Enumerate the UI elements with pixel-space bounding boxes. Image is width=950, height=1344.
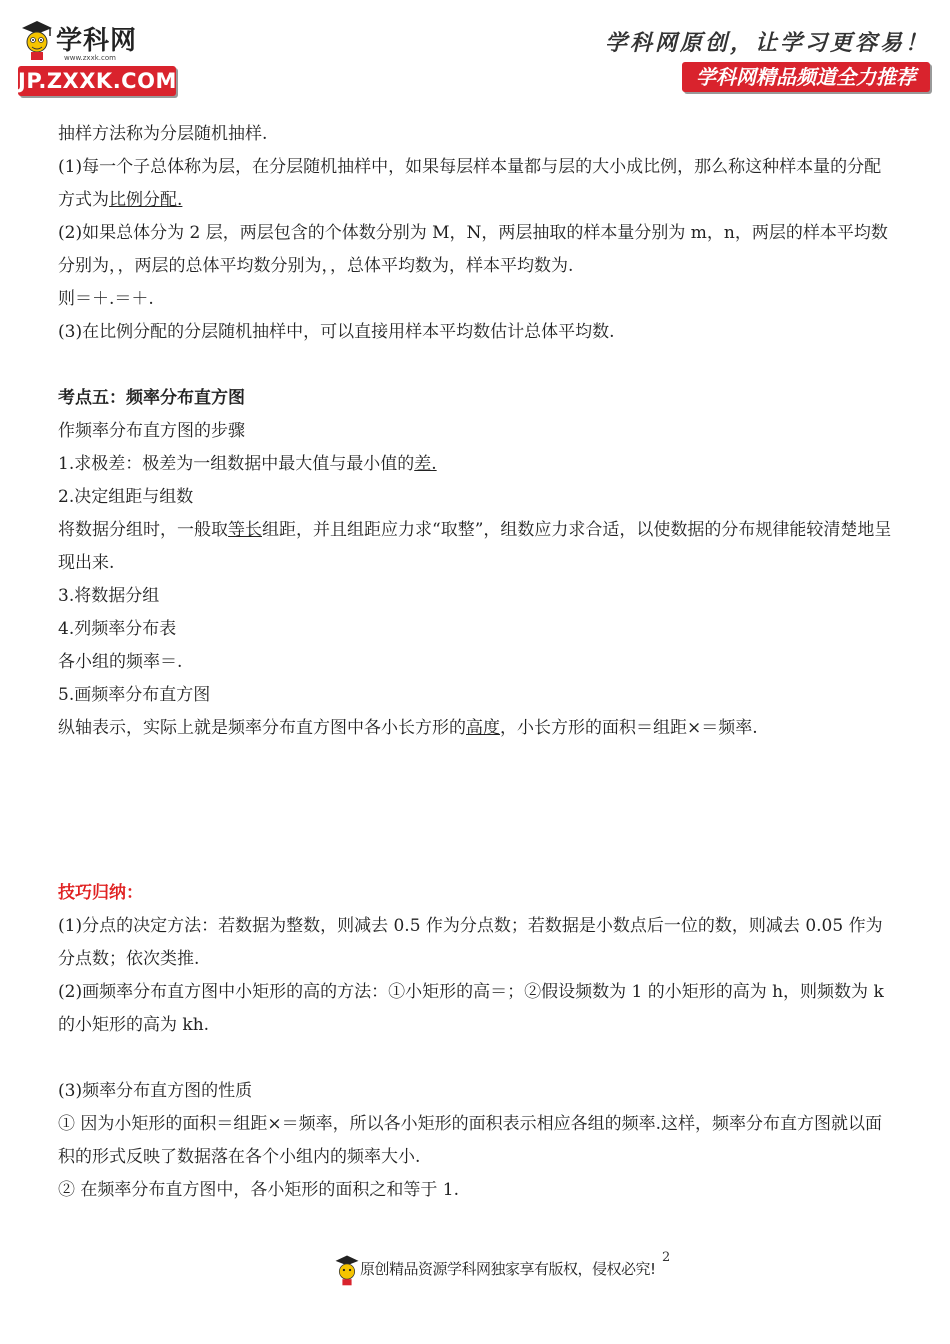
section-heading: 考点五：频率分布直方图 xyxy=(58,388,245,408)
paragraph: 5.画频率分布直方图 xyxy=(58,685,211,705)
mascot-icon xyxy=(20,18,54,62)
underlined-term: 比例分配. xyxy=(109,190,183,210)
underlined-term: 等长 xyxy=(228,520,262,540)
logo-text: 学科网 xyxy=(56,26,138,56)
paragraph xyxy=(58,514,896,580)
paragraph: ① 因为小矩形的面积＝组距×＝频率，所以各小矩形的面积表示相应各组的频率.这样，频率分布直方图就以面积的形式反映了数据落在各个小组内的频率大小. xyxy=(58,1114,883,1167)
paragraph: 抽样方法称为分层随机抽样. xyxy=(58,124,268,144)
text-run: ，小长方形的面积＝组距×＝频率. xyxy=(500,718,758,738)
paragraph: ② 在频率分布直方图中，各小矩形的面积之和等于 1. xyxy=(58,1180,460,1200)
paragraph: 2.决定组距与组数 xyxy=(58,487,194,507)
page-footer xyxy=(0,1248,950,1308)
zxxk-logo[interactable] xyxy=(18,14,178,104)
paragraph: (3)频率分布直方图的性质 xyxy=(58,1081,253,1101)
formula-line: 则＝＋.＝＋. xyxy=(58,289,154,309)
logo-badge: JP.ZXXK.COM xyxy=(18,66,176,96)
paragraph xyxy=(58,151,896,217)
paragraph: 各小组的频率＝. xyxy=(58,652,183,672)
document-body xyxy=(58,118,896,1207)
tips-heading: 技巧归纳： xyxy=(58,883,143,903)
text-run: 1.求极差：极差为一组数据中最大值与最小值的 xyxy=(58,454,415,474)
paragraph: 3.将数据分组 xyxy=(58,586,160,606)
mascot-icon xyxy=(334,1252,360,1288)
underlined-term: 高度 xyxy=(466,718,500,738)
paragraph: 作频率分布直方图的步骤 xyxy=(58,421,245,441)
text-run: 将数据分组时，一般取 xyxy=(58,520,228,540)
paragraph: (2)画频率分布直方图中小矩形的高的方法：①小矩形的高＝；②假设频数为 1 的小矩形的高为 h，则频数为 k 的小矩形的高为 kh. xyxy=(58,982,884,1035)
text-run: 纵轴表示，实际上就是频率分布直方图中各小长方形的 xyxy=(58,718,466,738)
paragraph: (1)分点的决定方法：若数据为整数，则减去 0.5 作为分点数；若数据是小数点后一位的数，则减去 0.05 作为分点数；依次类推. xyxy=(58,916,883,969)
paragraph xyxy=(58,448,896,481)
page-number: 2 xyxy=(662,1250,671,1265)
paragraph: 4.列频率分布表 xyxy=(58,619,177,639)
text-run: (1)每一个子总体称为层，在分层随机抽样中，如果每层样本量都与层的大小成比例，那么称这种样本量的分配方式为 xyxy=(58,157,882,210)
slogan: 学科网原创，让学习更容易！ xyxy=(604,30,930,56)
copyright-notice: 原创精品资源学科网独家享有版权，侵权必究! xyxy=(360,1260,656,1278)
paragraph: (2)如果总体分为 2 层，两层包含的个体数分别为 M，N，两层抽取的样本量分别为 m，n，两层的样本平均数分别为，，两层的总体平均数分别为，，总体平均数为，样本平均数为. xyxy=(58,223,888,276)
paragraph xyxy=(58,712,896,745)
text-run: 组距，并且组距应力求“取整”，组数应力求合适，以使数据的分布规律能较清楚地呈现出来. xyxy=(58,520,892,573)
paragraph: (3)在比例分配的分层随机抽样中，可以直接用样本平均数估计总体平均数. xyxy=(58,322,615,342)
logo-url: www.zxxk.com xyxy=(64,54,116,62)
promo-banner[interactable]: 学科网精品频道全力推荐 xyxy=(682,62,930,92)
page-header xyxy=(0,0,950,110)
underlined-term: 差. xyxy=(414,454,437,474)
